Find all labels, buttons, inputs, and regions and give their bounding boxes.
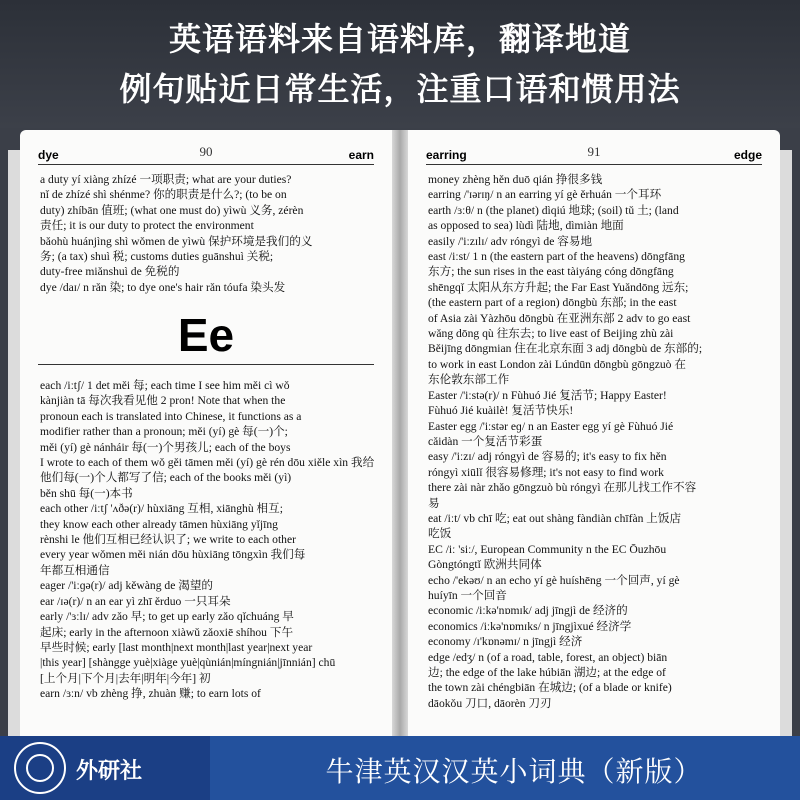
entry-line: economics /iːkə'nɒmɪks/ n jīngjìxué 经济学: [428, 619, 632, 633]
entry-line: to work in east London zài Lúndūn dōngbù gōngzuò 在: [428, 357, 686, 371]
entry-line: kànjiàn tā 每次我看见他 2 pron! Note that when the: [40, 394, 286, 408]
entry-line: edge /edʒ/ n (of a road, table, forest, an object) biān: [428, 650, 668, 664]
entry-line: |this year] [shàngge yuè|xiàge yuè|qùnián|míngnián|jīnnián] chū: [40, 656, 336, 670]
entry-line: EC /iː 'siː/, European Community n the EC Ōuzhōu: [428, 542, 667, 556]
entry-line: běn shū 每(一)本书: [40, 486, 133, 500]
entry-line: Gòngtóngtǐ 欧洲共同体: [428, 558, 542, 572]
entry-line: huíyīn 一个回音: [428, 588, 507, 602]
entry-line: bǎohù huánjìng shì wǒmen de yìwù 保护环境是我们的义: [40, 234, 313, 248]
entry-line: 年都互相通信: [40, 563, 110, 577]
left-lead-word: dye: [38, 148, 59, 162]
entry-line: each other /iːtʃ 'ʌðə(r)/ hùxiāng 互相, xiānghù 相互;: [40, 502, 283, 516]
left-top-entries: [40, 172, 380, 295]
book-spine: [392, 130, 408, 736]
entry-line: easily /'iːzɪlɪ/ adv róngyì de 容易地: [428, 234, 593, 248]
right-page-header: [426, 144, 762, 164]
entry-line: the town zài chéngbiān 在城边; (of a blade or knife): [428, 681, 672, 695]
entry-line: 易: [428, 496, 440, 510]
entry-line: as opposed to sea) lùdì 陆地, dìmiàn 地面: [428, 219, 624, 233]
entry-line: easy /'iːzɪ/ adj róngyì de 容易的; it's easy to fix hěn: [428, 450, 667, 464]
entry-line: wǎng dōng qù 往东去; to live east of Beijing zhù zài: [428, 327, 674, 341]
publisher-name: 外研社: [76, 759, 143, 784]
banner-line-1: 英语语料来自语料库，翻译地道: [168, 20, 631, 58]
entry-line: earn /ɜːn/ vb zhèng 挣, zhuàn 赚; to earn lots of: [40, 687, 261, 701]
entry-line: 东伦敦东部工作: [428, 373, 510, 387]
entry-line: [上个月|下个月|去年|明年|今年] 初: [40, 671, 211, 685]
entry-line: (the eastern part of a region) dōngbù 东部; in the east: [428, 296, 677, 310]
entry-line: 他们每(一)个人都写了信; each of the books měi (yì): [40, 471, 292, 485]
entry-line: 东方; the sun rises in the east tàiyáng cóng dōngfāng: [428, 265, 674, 279]
entry-line: Easter egg /'iːstər eɡ/ n an Easter egg yí gè Fùhuó Jié: [428, 419, 674, 433]
entry-line: economic /iːkə'nɒmɪk/ adj jīngjì de 经济的: [428, 604, 628, 618]
entry-line: dye /daɪ/ n rǎn 染; to dye one's hair rǎn tóufa 染头发: [40, 280, 286, 294]
entry-line: 边; the edge of the lake húbiān 湖边; at the edge of: [428, 666, 666, 679]
entry-line: modifier rather than a pronoun; měi (yí) gè 每(一)个;: [40, 425, 288, 439]
publisher-logo-icon: [14, 742, 66, 794]
entry-line: Fùhuó Jié kuàilè! 复活节快乐!: [428, 404, 574, 418]
entry-line: economy /ɪ'kɒnəmɪ/ n jīngjì 经济: [428, 635, 583, 649]
section-letter: Ee: [177, 309, 235, 361]
entry-line: dāokǒu 刀口, dāorèn 刀刃: [428, 696, 552, 710]
left-page-number: 90: [199, 144, 213, 159]
book-edge-right: [778, 150, 792, 736]
left-page: [20, 130, 392, 736]
right-lead-word: earring: [426, 148, 467, 162]
header-rule: [426, 164, 762, 165]
banner-line-2: 例句贴近日常生活，注重口语和惯用法: [119, 70, 681, 108]
publisher-block: [0, 736, 210, 800]
right-page: [408, 130, 780, 736]
entry-line: shēngqǐ 太阳从东方升起; the Far East Yuǎndōng 远东;: [428, 280, 689, 294]
left-entries: [40, 378, 380, 702]
entry-line: rènshi le 他们互相已经认识了; we write to each other: [40, 533, 296, 547]
right-entries: [428, 172, 768, 711]
entry-line: pronoun each is translated into Chinese, it functions as a: [40, 409, 302, 423]
left-page-header: [38, 144, 374, 164]
entry-line: every year wǒmen měi nián dōu hùxiāng tōngxìn 我们每: [40, 548, 306, 562]
entry-line: I wrote to each of them wǒ gěi tāmen měi (yí) gè rén dōu xiěle xìn 我给: [40, 456, 375, 470]
section-rule: [38, 364, 374, 365]
entry-line: eat /iːt/ vb chī 吃; eat out shàng fàndiàn chīfàn 上饭店: [428, 511, 682, 525]
entry-line: 务; (a tax) shuì 税; customs duties guānshuì 关税;: [40, 250, 274, 264]
right-trail-word: edge: [733, 148, 762, 162]
entry-line: echo /'ekəʊ/ n an echo yí gè huíshēng 一个回声, yí gè: [428, 573, 680, 587]
entry-line: duty-free miǎnshuì de 免税的: [40, 265, 180, 279]
entry-line: earth /ɜːθ/ n (the planet) dìqiú 地球; (soil) tǔ 土; (land: [428, 203, 679, 217]
promo-banner: [0, 0, 800, 128]
entry-line: 吃饭: [428, 527, 452, 541]
entry-line: a duty yí xiàng zhízé 一项职责; what are your duties?: [40, 173, 292, 186]
footer-bar: [0, 736, 800, 800]
entry-line: ear /ɪə(r)/ n an ear yì zhī ěrduo 一只耳朵: [40, 594, 231, 608]
entry-line: they know each other already tāmen hùxiāng yǐjīng: [40, 517, 278, 531]
entry-line: eager /'iːɡə(r)/ adj kěwàng de 渴望的: [40, 579, 214, 593]
entry-line: Běijīng dōngmian 住在北京东面 3 adj dōngbù de 东部的;: [428, 342, 703, 356]
entry-line: cǎidàn 一个复活节彩蛋: [428, 434, 543, 448]
entry-line: money zhèng hěn duō qián 挣很多钱: [428, 173, 603, 186]
entry-line: each /iːtʃ/ 1 det měi 每; each time I see him měi cì wǒ: [40, 379, 290, 392]
right-page-number: 91: [587, 144, 601, 159]
entry-line: earring /'ɪərɪŋ/ n an earring yí gè ěrhuán 一个耳环: [428, 188, 662, 202]
left-trail-word: earn: [348, 148, 374, 162]
entry-line: early /'ɜːlɪ/ adv zǎo 早; to get up early zǎo qǐchuáng 早: [40, 610, 294, 624]
entry-line: 责任; it is our duty to protect the environment: [40, 219, 254, 233]
entry-line: nǐ de zhízé shì shénme? 你的职责是什么?; (to be on: [40, 188, 287, 202]
entry-line: east /iːst/ 1 n (the eastern part of the heavens) dōngfāng: [428, 250, 685, 264]
entry-line: 起床; early in the afternoon xiàwǔ zǎoxiē shíhou 下午: [40, 625, 294, 639]
entry-line: of Asia zài Yàzhōu dōngbù 在亚洲东部 2 adv to go east: [428, 311, 691, 325]
book-title: 牛津英汉汉英小词典（新版）: [325, 755, 703, 788]
entry-line: duty) zhíbān 值班; (what one must do) yìwù 义务, zérèn: [40, 203, 304, 217]
entry-line: měi (yí) gè nánháir 每(一)个男孩儿; each of the boys: [40, 440, 291, 454]
entry-line: Easter /'iːstə(r)/ n Fùhuó Jié 复活节; Happy Easter!: [428, 388, 667, 402]
entry-line: róngyì xiūlǐ 很容易修理; it's not easy to find work: [428, 465, 664, 479]
entry-line: there zài nàr zhǎo gōngzuò bù róngyì 在那儿找工作不容: [428, 481, 697, 495]
header-rule: [38, 164, 374, 165]
entry-line: 早些时候; early [last month|next month|last year|next year: [40, 640, 313, 654]
